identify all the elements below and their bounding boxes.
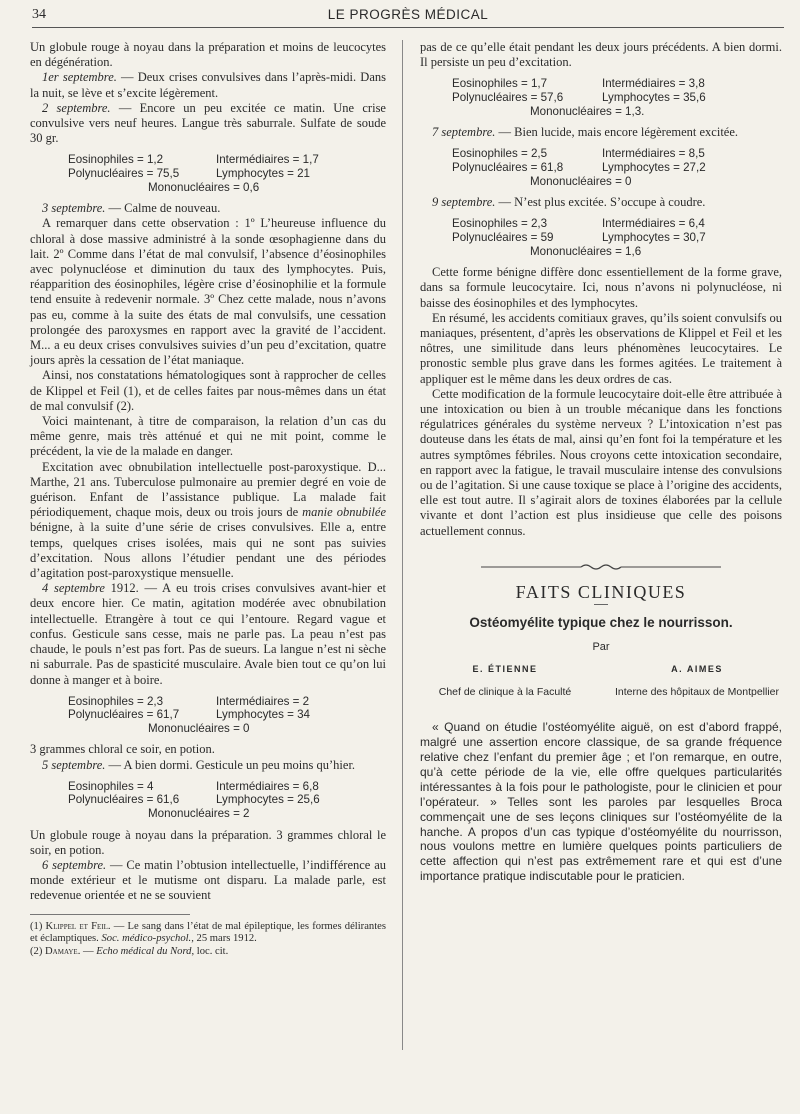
footnote-rule [30,914,190,915]
footnote: (2) Damaye. — Echo médical du Nord, loc. cit. [30,945,229,957]
paragraph: 5 septembre. — A bien dormi. Gesticule un peu moins qu’hier. [42,757,356,772]
page-number: 34 [32,7,46,22]
byline-par: Par [592,641,610,654]
blood-count-table: Eosinophiles = 1,7 Intermédiaires = 3,8 Polynucléaires = 57,6 Lymphocytes = 35,6 Mononucléaires = 1,3. [452,77,706,118]
paragraph: Cette modification de la formule leucocytaire doit-elle être attribuée à une intoxication ou bien à un trouble mécanique dans les fonctions régulatrices générales du système nerveux ? L’intoxication n’est pas douteuse dans les états de mal, ainsi qu’en font foi la température et les autres symptômes fébriles. Nous croyons cette intoxication secondaire, en rapport avec la fatigue, le travail musculaire intense des convulsions ou de l’agitation. Si une cause toxique se place à l’origine des accidents, elle est tout autre. Il s’agirait alors de toxines élaborées par la cellule vivante et dont l’action est plus insidieuse que celle des poisons actuellement connus. [420,386,782,538]
author-name: E. ÉTIENNE [472,664,538,675]
blood-count-table: Eosinophiles = 4 Intermédiaires = 6,8 Polynucléaires = 61,6 Lymphocytes = 25,6 Mononucléaires = 2 [68,779,320,821]
paragraph: Voici maintenant, à titre de comparaison, la relation d’un cas du même genre, mais très atténué et qui ne mit point, comme le précédent, la vie de la malade en danger. [30,414,386,459]
page-header [32,7,784,25]
left-column [30,40,386,958]
blood-count-table: Eosinophiles = 1,2 Intermédiaires = 1,7 Polynucléaires = 75,5 Lymphocytes = 21 Mononucléaires = 0,6 [68,153,319,194]
paragraph: 2 septembre. — Encore un peu excitée ce matin. Une crise convulsive vers neuf heures. Langue très saburrale. Sulfate de soude 30 gr. [30,100,386,146]
ornament-rule [481,562,721,572]
authors [420,663,782,698]
paragraph: « Quand on étudie l’ostéomyélite aiguë, on est d’abord frappé, malgré une assertion encore classique, de sa grande fréquence relative chez l’enfant du premier âge ; et l’on remarque, en outre, qu’à cette période de la vie, elle offre quelques particularités intéressantes à la fois pour le pathologiste, pour le clinicien et pour l’opérateur. » Telles sont les paroles par lesquelles Broca commençait une de ses leçons cliniques sur l’ostéomyélite de la hanche. A propos d’un cas typique d’ostéomyélite du nourrisson, nous voulons mettre en lumière quelques points particuliers de cette affection qui n’est pas extrêmement rare et qui est d’une importance pratique indiscutable pour le praticien. [420,720,782,884]
paragraph: Un globule rouge à noyau dans la préparation et moins de leucocytes en dégénération. [30,40,386,70]
paragraph: 4 septembre 1912. — A eu trois crises convulsives avant-hier et deux encore hier. Ce matin, agitation modérée avec obnubilation intellectuelle. Etrangère à tout ce qui l’entoure. Regard vague et confus. Gesticule sans cesse, mais ne parle pas. La peau n’est pas chaude, le pouls n’est pas fort. Pas de sueurs. La langue n’est ni sèche ni saburrale. Pas de spasticité musculaire. Avale bien tout ce qu’on lui donne à manger et à boire. [30,581,386,687]
blood-count-table: Eosinophiles = 2,5 Intermédiaires = 8,5 Polynucléaires = 61,8 Lymphocytes = 27,2 Mononucléaires = 0 [452,147,706,188]
date: 1er septembre. [42,70,117,85]
author [612,663,782,698]
article-lead [420,720,782,884]
paragraph: En résumé, les accidents comitiaux graves, qu’ils soient convulsifs ou maniaques, présentent, d’après les observations de Klippel et Feil et les nôtres, une similitude dans leurs phénomènes leucocytaires. Le pronostic semble plus grave dans les formes agitées. Le traitement à appliquer est le même dans les deux ordres de cas. [420,310,782,386]
paragraph: Excitation avec obnubilation intellectuelle post-paroxystique. D... Marthe, 21 ans. Tuberculose pulmonaire au premier degré en voie de guérison. Enfant de l’assistance publique. La malade fait périodiquement, chaque mois, deux ou trois jours de manie obnubilée bénigne, à la suite d’une série de crises convulsives. Elle a, entre temps, quelques crises isolées, mais qui ne sont pas suivies d’excitation. Nous allons l’étudier pendant une des périodes d’agitation post-paroxystique mensuelle. [30,459,386,581]
column-divider [402,40,403,1050]
paragraph: 7 septembre. — Bien lucide, mais encore légèrement excitée. [432,125,739,140]
paragraph: A remarquer dans cette observation : 1º L’heureuse influence du chloral à dose massive administré à la sonde œsophagienne dans du lait. 2º Comme dans l’état de mal convulsif, l’absence d’éosinophiles avec polynucléose et diminution du taux des lymphocytes. Puis, réapparition des éosinophiles, légère crise d’éosinophilie et la formule tend ensuite à redevenir normale. 3º Chez cette malade, nous n’avons pas eu, comme à la suite des états de mal convulsifs, une cessation prolongée des paroxysmes en rapport avec la gravité de l’accident. M... a eu deux crises convulsives suivies d’un peu d’excitation, quatre jours après la cessation de l’état maniaque. [30,216,386,368]
section-ornament [420,561,782,571]
paragraph: 9 septembre. — N’est plus excitée. S’occupe à coudre. [432,195,706,210]
footnote: (1) Klippel et Feil. — Le sang dans l’état de mal épileptique, les formes délirantes et éclamptiques. Soc. médico-psychol., 25 mars 1912. [30,920,386,945]
paragraph: Ainsi, nos constatations hématologiques sont à rapprocher de celles de Klippel et Feil (1), et de celles faites par nous-mêmes dans un état de mal convulsif (2). [30,368,386,413]
article-title: Ostéomyélite typique chez le nourrisson. [469,615,733,631]
date: 2 septembre. [42,100,111,115]
section-title: FAITS CLINIQUES [515,581,687,602]
date: 4 septembre [42,581,105,596]
date: 5 septembre. [42,757,106,772]
paragraph: 6 septembre. — Ce matin l’obtusion intellectuelle, l’indifférence au monde extérieur et le mutisme ont disparu. La malade parle, est redevenue orientée et ne se souvient [30,858,386,903]
paragraph: Un globule rouge à noyau dans la préparation. 3 grammes chloral le soir, en potion. [30,827,386,857]
blood-count-table: Eosinophiles = 2,3 Intermédiaires = 6,4 Polynucléaires = 59 Lymphocytes = 30,7 Mononucléaires = 1,6 [452,217,706,258]
title-rule [594,604,608,605]
header-rule [32,27,784,28]
author [420,663,590,698]
date: 3 septembre. [42,201,106,216]
running-title: LE PROGRÈS MÉDICAL [327,7,489,22]
author-role: Interne des hôpitaux de Montpellier [614,685,780,698]
paragraph: 3 septembre. — Calme de nouveau. [42,201,221,216]
date: 6 septembre. [42,858,107,873]
paragraph: pas de ce qu’elle était pendant les deux jours précédents. A bien dormi. Il persiste un peu d’excitation. [420,40,782,70]
paragraph: Cette forme bénigne diffère donc essentiellement de la forme grave, dans sa formule leucocytaire. Ici, nous n’avons ni polynucléose, ni baisse des éosinophiles et des lymphocytes. [420,265,782,310]
author-name: A. AIMES [671,664,723,675]
author-role: Chef de clinique à la Faculté [438,685,572,698]
date: 9 septembre. [432,195,496,210]
blood-count-table: Eosinophiles = 2,3 Intermédiaires = 2 Polynucléaires = 61,7 Lymphocytes = 34 Mononucléaires = 0 [68,694,310,735]
right-column [420,40,782,884]
paragraph: 3 grammes chloral ce soir, en potion. [30,742,215,757]
date: 7 septembre. [432,125,496,140]
paragraph: 1er septembre. — Deux crises convulsives dans l’après-midi. Dans la nuit, se lève et s’excite légèrement. [30,70,386,100]
